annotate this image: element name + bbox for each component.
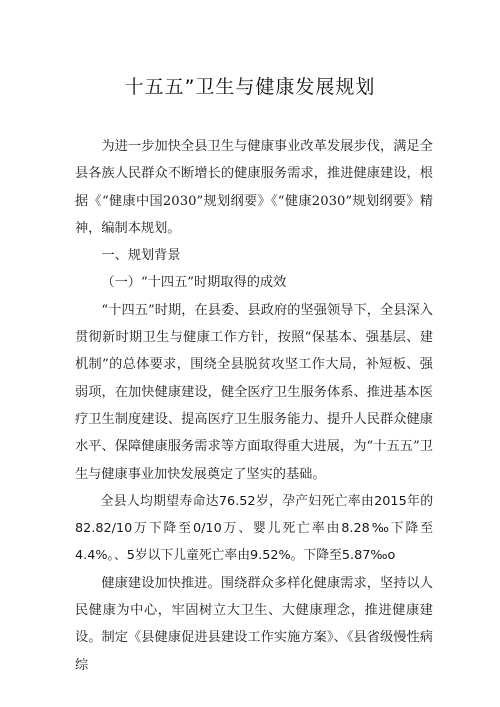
subsection-heading: （一）“十四五”时期取得的成效 <box>101 275 287 291</box>
document-title: 十五五”卫生与健康发展规划 <box>124 76 376 98</box>
document-body <box>75 133 433 679</box>
paragraph-intro: 为进一步加快全县卫生与健康事业改革发展步伐，满足全县各族人民群众不断增长的健康服务需求，推进健康建设，根据《“健康中国2030”规划纲要》《“健康2030”规划纲要》精神，编制本规划。 <box>75 139 433 236</box>
paragraph-health-building: 健康建设加快推进。围绕群众多样化健康需求，坚持以人民健康为中心，牢固树立大卫生、大健康理念，推进健康建设。制定《县健康促进县建设工作实施方案》、《县省级慢性病综 <box>75 575 433 673</box>
section-heading: 一、规划背景 <box>101 248 181 264</box>
paragraph-life-expectancy: 全县人均期望寿命达76.52岁，孕产妇死亡率由2015年的82.82/10万下降至0/10万、婴儿死亡率由8.28‰下降至4.4%。、5岁以下儿童死亡率由9.52%。下降至5.87‰o <box>75 493 433 564</box>
paragraph-achievements: “十四五”时期，在县委、县政府的坚强领导下，全县深入贯彻新时期卫生与健康工作方针，按照“保基本、强基层、建机制”的总体要求，围绕全县脱贫攻坚工作大局，补短板、强弱项，在加快健康建设，健全医疗卫生服务体系、推进基本医疗卫生制度建设、提高医疗卫生服务能力、提升人民群众健康水平、保障健康服务需求等方面取得重大进展，为“十五五”卫生与健康事业加快发展奠定了坚实的基础。 <box>75 302 433 482</box>
